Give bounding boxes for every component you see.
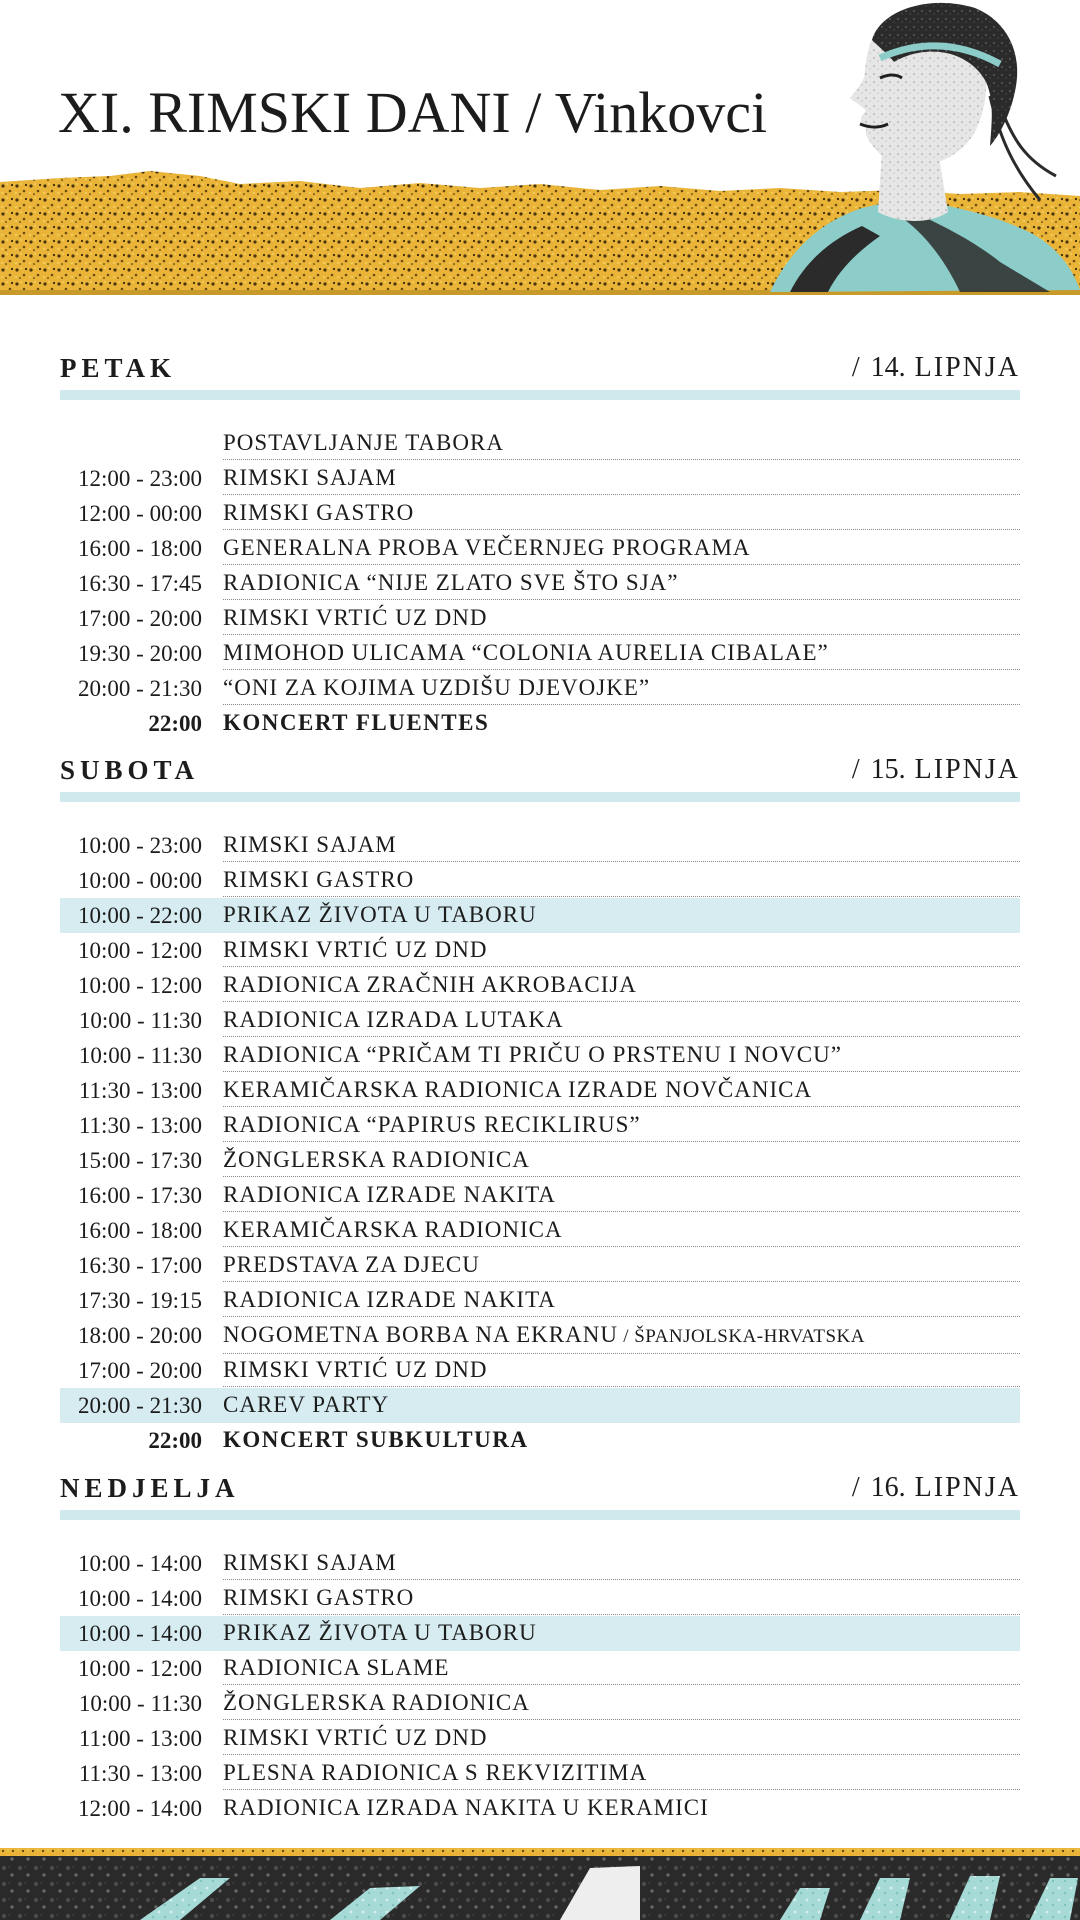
date-number: 16. — [870, 1472, 906, 1503]
event-title: ŽONGLERSKA RADIONICA — [223, 1147, 530, 1172]
event-row — [60, 1353, 1020, 1388]
event-row — [60, 1686, 1020, 1721]
event-name — [223, 531, 1020, 565]
event-name — [223, 828, 1020, 862]
event-title: RADIONICA SLAME — [223, 1655, 450, 1680]
event-name — [223, 671, 1020, 705]
event-name — [223, 1353, 1020, 1387]
date-number: 15. — [870, 754, 906, 785]
event-name — [223, 566, 1020, 600]
event-time: 20:00 - 21:30 — [78, 1393, 202, 1418]
event-title: RADIONICA IZRADE NAKITA — [223, 1182, 556, 1207]
event-title: KONCERT FLUENTES — [223, 710, 490, 735]
event-row — [60, 1283, 1020, 1318]
event-name — [223, 1073, 1020, 1107]
poster-header — [0, 0, 1080, 300]
event-row — [60, 1003, 1020, 1038]
event-row — [60, 898, 1020, 933]
event-title: RADIONICA IZRADA NAKITA U KERAMICI — [223, 1795, 709, 1820]
event-subtitle: / ŠPANJOLSKA-HRVATSKA — [617, 1326, 865, 1347]
event-title: KERAMIČARSKA RADIONICA — [223, 1217, 563, 1242]
event-name — [223, 1616, 1020, 1650]
event-row — [60, 1388, 1020, 1423]
event-name — [223, 636, 1020, 670]
date-month: LIPNJA — [914, 352, 1020, 383]
day-section-petak — [60, 350, 1020, 744]
event-title: RADIONICA “PAPIRUS RECIKLIRUS” — [223, 1112, 641, 1137]
day-section-nedjelja — [60, 1470, 1020, 1826]
event-time: 16:30 - 17:45 — [78, 571, 202, 596]
footer-art — [0, 1848, 1080, 1920]
event-name — [223, 1108, 1020, 1142]
event-time: 11:00 - 13:00 — [78, 1726, 202, 1751]
event-title: MIMOHOD ULICAMA “COLONIA AURELIA CIBALAE” — [223, 640, 829, 665]
event-time: 10:00 - 12:00 — [78, 938, 202, 963]
event-row — [60, 1143, 1020, 1178]
event-time: 17:00 - 20:00 — [78, 1358, 202, 1383]
event-row — [60, 1038, 1020, 1073]
event-name — [223, 968, 1020, 1002]
event-time: 15:00 - 17:30 — [78, 1148, 202, 1173]
date-separator: / — [851, 754, 862, 785]
event-list — [60, 426, 1020, 744]
event-title: RADIONICA “PRIČAM TI PRIČU O PRSTENU I NOVCU” — [223, 1042, 842, 1067]
day-header — [60, 350, 1020, 388]
day-header — [60, 1470, 1020, 1508]
section-divider — [60, 390, 1020, 400]
event-name — [223, 1318, 1020, 1354]
event-title: POSTAVLJANJE TABORA — [223, 430, 504, 455]
event-title: KERAMIČARSKA RADIONICA IZRADE NOVČANICA — [223, 1077, 813, 1102]
event-title: RIMSKI SAJAM — [223, 1550, 397, 1575]
event-row — [60, 1178, 1020, 1213]
page-title: XI. RIMSKI DANI / Vinkovci — [58, 80, 768, 145]
event-name — [223, 1388, 1020, 1422]
day-date — [852, 752, 1020, 788]
event-row — [60, 566, 1020, 601]
event-name — [223, 1038, 1020, 1072]
event-name — [223, 1003, 1020, 1037]
event-time: 19:30 - 20:00 — [78, 641, 202, 666]
event-row — [60, 863, 1020, 898]
event-name — [223, 1756, 1020, 1790]
event-time: 17:00 - 20:00 — [78, 606, 202, 631]
event-name — [223, 1686, 1020, 1720]
event-row — [60, 1651, 1020, 1686]
event-title: RIMSKI GASTRO — [223, 867, 415, 892]
event-time: 12:00 - 23:00 — [78, 466, 202, 491]
event-title: RIMSKI VRTIĆ UZ DND — [223, 937, 488, 962]
poster-footer — [0, 1848, 1080, 1920]
date-number: 14. — [870, 352, 906, 383]
day-date — [852, 350, 1020, 386]
event-row — [60, 828, 1020, 863]
event-time: 10:00 - 14:00 — [78, 1586, 202, 1611]
event-name — [223, 461, 1020, 495]
event-time: 12:00 - 00:00 — [78, 501, 202, 526]
event-name — [223, 1283, 1020, 1317]
event-time: 16:00 - 18:00 — [78, 536, 202, 561]
event-title: RADIONICA IZRADA LUTAKA — [223, 1007, 564, 1032]
event-row — [60, 671, 1020, 706]
event-title: RIMSKI VRTIĆ UZ DND — [223, 605, 488, 630]
event-row — [60, 1318, 1020, 1353]
day-section-subota — [60, 752, 1020, 1461]
event-row — [60, 1108, 1020, 1143]
event-time: 10:00 - 14:00 — [78, 1551, 202, 1576]
event-time: 22:00 — [148, 1428, 202, 1453]
section-divider — [60, 792, 1020, 802]
event-list — [60, 1546, 1020, 1826]
event-title: GENERALNA PROBA VEČERNJEG PROGRAMA — [223, 535, 751, 560]
date-month: LIPNJA — [914, 1472, 1020, 1503]
event-time: 10:00 - 22:00 — [78, 903, 202, 928]
event-title: RIMSKI SAJAM — [223, 465, 397, 490]
event-time: 18:00 - 20:00 — [78, 1323, 202, 1348]
event-title: RIMSKI GASTRO — [223, 500, 415, 525]
event-row — [60, 1546, 1020, 1581]
event-row — [60, 531, 1020, 566]
event-time: 10:00 - 11:30 — [78, 1008, 202, 1033]
event-row — [60, 1581, 1020, 1616]
event-title: KONCERT SUBKULTURA — [223, 1427, 529, 1452]
event-title: PLESNA RADIONICA S REKVIZITIMA — [223, 1760, 648, 1785]
event-time: 20:00 - 21:30 — [78, 676, 202, 701]
event-title: ŽONGLERSKA RADIONICA — [223, 1690, 530, 1715]
day-name: SUBOTA — [60, 755, 200, 785]
event-list — [60, 828, 1020, 1461]
event-title: PREDSTAVA ZA DJECU — [223, 1252, 480, 1277]
event-row — [60, 1756, 1020, 1791]
event-title: RADIONICA IZRADE NAKITA — [223, 1287, 556, 1312]
event-name — [223, 1143, 1020, 1177]
event-name — [223, 496, 1020, 530]
event-row — [60, 1248, 1020, 1283]
event-title: RADIONICA ZRAČNIH AKROBACIJA — [223, 972, 637, 997]
event-time: 17:30 - 19:15 — [78, 1288, 202, 1313]
day-header — [60, 752, 1020, 790]
event-name — [223, 1178, 1020, 1212]
event-time: 12:00 - 14:00 — [78, 1796, 202, 1821]
event-time: 11:30 - 13:00 — [78, 1078, 202, 1103]
event-name — [223, 601, 1020, 635]
event-time: 10:00 - 11:30 — [78, 1043, 202, 1068]
event-time: 11:30 - 13:00 — [78, 1113, 202, 1138]
event-row — [60, 426, 1020, 461]
event-time: 10:00 - 14:00 — [78, 1621, 202, 1646]
section-divider — [60, 1510, 1020, 1520]
event-time: 16:00 - 17:30 — [78, 1183, 202, 1208]
event-row — [60, 1423, 1020, 1461]
event-title: RIMSKI VRTIĆ UZ DND — [223, 1357, 488, 1382]
event-row — [60, 1073, 1020, 1108]
event-row — [60, 1616, 1020, 1651]
event-row — [60, 706, 1020, 744]
event-row — [60, 1721, 1020, 1756]
date-month: LIPNJA — [914, 754, 1020, 785]
event-name — [223, 1546, 1020, 1580]
event-row — [60, 968, 1020, 1003]
event-time: 10:00 - 23:00 — [78, 833, 202, 858]
event-time: 16:30 - 17:00 — [78, 1253, 202, 1278]
event-name — [223, 706, 1020, 739]
event-name — [223, 1721, 1020, 1755]
event-row — [60, 636, 1020, 671]
event-name — [223, 898, 1020, 932]
event-name — [223, 1213, 1020, 1247]
event-time: 22:00 — [148, 711, 202, 736]
event-title: RIMSKI GASTRO — [223, 1585, 415, 1610]
event-time: 11:30 - 13:00 — [78, 1761, 202, 1786]
event-title: RIMSKI VRTIĆ UZ DND — [223, 1725, 488, 1750]
event-row — [60, 1791, 1020, 1826]
day-name: NEDJELJA — [60, 1473, 240, 1503]
event-name — [223, 933, 1020, 967]
day-name: PETAK — [60, 353, 177, 383]
event-row — [60, 601, 1020, 636]
event-time: 10:00 - 12:00 — [78, 1656, 202, 1681]
event-title: “ONI ZA KOJIMA UZDIŠU DJEVOJKE” — [223, 675, 651, 700]
event-time: 10:00 - 11:30 — [78, 1691, 202, 1716]
event-title: NOGOMETNA BORBA NA EKRANU — [223, 1322, 618, 1347]
event-name — [223, 1248, 1020, 1282]
date-separator: / — [851, 1472, 862, 1503]
event-name — [223, 1651, 1020, 1685]
event-title: PRIKAZ ŽIVOTA U TABORU — [223, 902, 537, 927]
event-time: 16:00 - 18:00 — [78, 1218, 202, 1243]
event-name — [223, 1581, 1020, 1615]
event-row — [60, 461, 1020, 496]
date-separator: / — [851, 352, 862, 383]
event-row — [60, 1213, 1020, 1248]
event-title: RIMSKI SAJAM — [223, 832, 397, 857]
event-row — [60, 933, 1020, 968]
event-row — [60, 496, 1020, 531]
event-time: 10:00 - 00:00 — [78, 868, 202, 893]
day-date — [852, 1470, 1020, 1506]
event-name — [223, 863, 1020, 897]
header-art — [0, 0, 1080, 300]
event-name — [223, 1423, 1020, 1456]
event-title: CAREV PARTY — [223, 1392, 390, 1417]
event-title: RADIONICA “NIJE ZLATO SVE ŠTO SJA” — [223, 570, 679, 595]
event-name — [223, 1791, 1020, 1824]
event-name — [223, 426, 1020, 460]
event-time: 10:00 - 12:00 — [78, 973, 202, 998]
event-title: PRIKAZ ŽIVOTA U TABORU — [223, 1620, 537, 1645]
